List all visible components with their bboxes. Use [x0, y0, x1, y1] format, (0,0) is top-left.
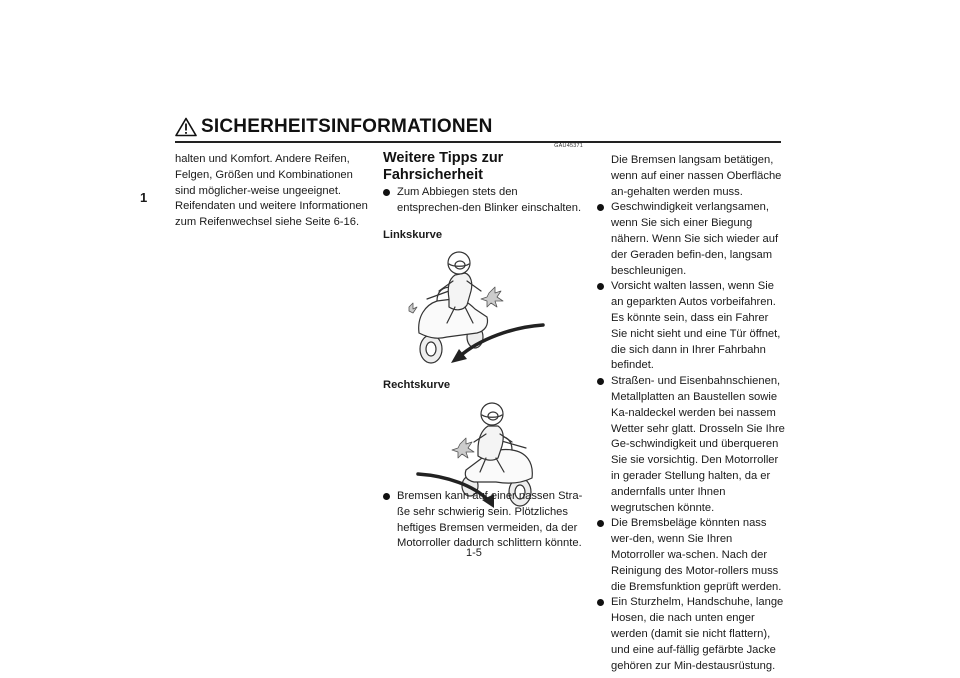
bullet-list	[383, 489, 583, 552]
list-item	[383, 185, 583, 217]
bullet-icon	[597, 378, 604, 385]
right-turn-label: Rechtskurve	[383, 379, 451, 392]
column-middle	[383, 143, 583, 511]
reference-code: GAU45371	[554, 143, 583, 149]
page-title: SICHERHEITSINFORMATIONEN	[201, 116, 493, 137]
chapter-tab: 1	[140, 190, 148, 205]
left-turn-label: Linkskurve	[383, 228, 443, 241]
list-item-text: Die Bremsbeläge könnten nass wer-den, wenn Sie Ihren Motorroller wa-schen. Nach der Reinigung des Motor-rollers muss die Bremsfunktion geprüft werden.	[611, 517, 782, 593]
continuation-text: Die Bremsen langsam betätigen, wenn auf einer nassen Oberfläche an-gehalten werden muss.	[611, 154, 782, 198]
section-heading: Weitere Tipps zur Fahrsicherheit	[383, 150, 504, 183]
page-header	[175, 116, 493, 138]
list-item-text: Vorsicht walten lassen, wenn Sie an geparkten Autos vorbeifahren. Es könnte sein, dass ein Fahrer Sie nicht sieht und eine Tür öffnet, die sich dann in Ihrer Fahrbahn befindet.	[611, 280, 781, 372]
list-item-text: Bremsen kann auf einer nassen Stra-ße sehr schwierig sein. Plötzliches heftiges Bremsen vermeiden, da der Motorroller dadurch schlittern könnte.	[397, 490, 583, 550]
bullet-list	[597, 200, 787, 674]
list-item	[597, 200, 787, 279]
warning-triangle-icon	[175, 117, 197, 137]
column-middle-bottom	[383, 489, 583, 552]
list-item	[383, 489, 583, 552]
list-item	[597, 595, 787, 674]
list-item-text: Ein Sturzhelm, Handschuhe, lange Hosen, die nach unten enger werden (damit sie nicht flattern), und eine auf-fällig gefärbte Jacke gehören zur Min-destausrüstung.	[611, 596, 784, 672]
list-item-text: Straßen- und Eisenbahnschienen, Metallplatten an Baustellen sowie Ka-naldeckel werden bei nassem Wetter sehr glatt. Drosseln Sie Ihre Ge-schwindigkeit und überqueren Sie sie vorsichtig. Den Motorroller in gerader Stellung halten, da er andernfalls unter Ihnen wegrutschen könnte.	[611, 375, 785, 514]
list-item-text: Geschwindigkeit verlangsamen, wenn Sie sich einer Biegung nähern. Wenn Sie sich wieder auf der Geraden befin-den, langsam beschleunigen.	[611, 201, 779, 277]
body-paragraph: halten und Komfort. Andere Reifen, Felgen, Größen und Kombinationen sind möglicher-weise ungeeignet. Reifendaten und weitere Informationen zum Reifenwechsel siehe Seite 6-16.	[175, 153, 368, 229]
column-right	[597, 153, 787, 674]
column-left	[175, 152, 370, 231]
bullet-icon	[597, 599, 604, 606]
bullet-icon	[597, 520, 604, 527]
bullet-icon	[383, 493, 390, 500]
list-item-text: Zum Abbiegen stets den entsprechen-den Blinker einschalten.	[397, 186, 582, 214]
list-item	[597, 374, 787, 516]
bullet-icon	[383, 189, 390, 196]
bullet-icon	[597, 204, 604, 211]
scooter-left-turn-illustration	[403, 247, 553, 367]
bullet-list	[383, 185, 583, 217]
bullet-icon	[597, 283, 604, 290]
page-number: 1-5	[466, 547, 482, 559]
list-item	[597, 279, 787, 374]
list-item	[597, 516, 787, 595]
